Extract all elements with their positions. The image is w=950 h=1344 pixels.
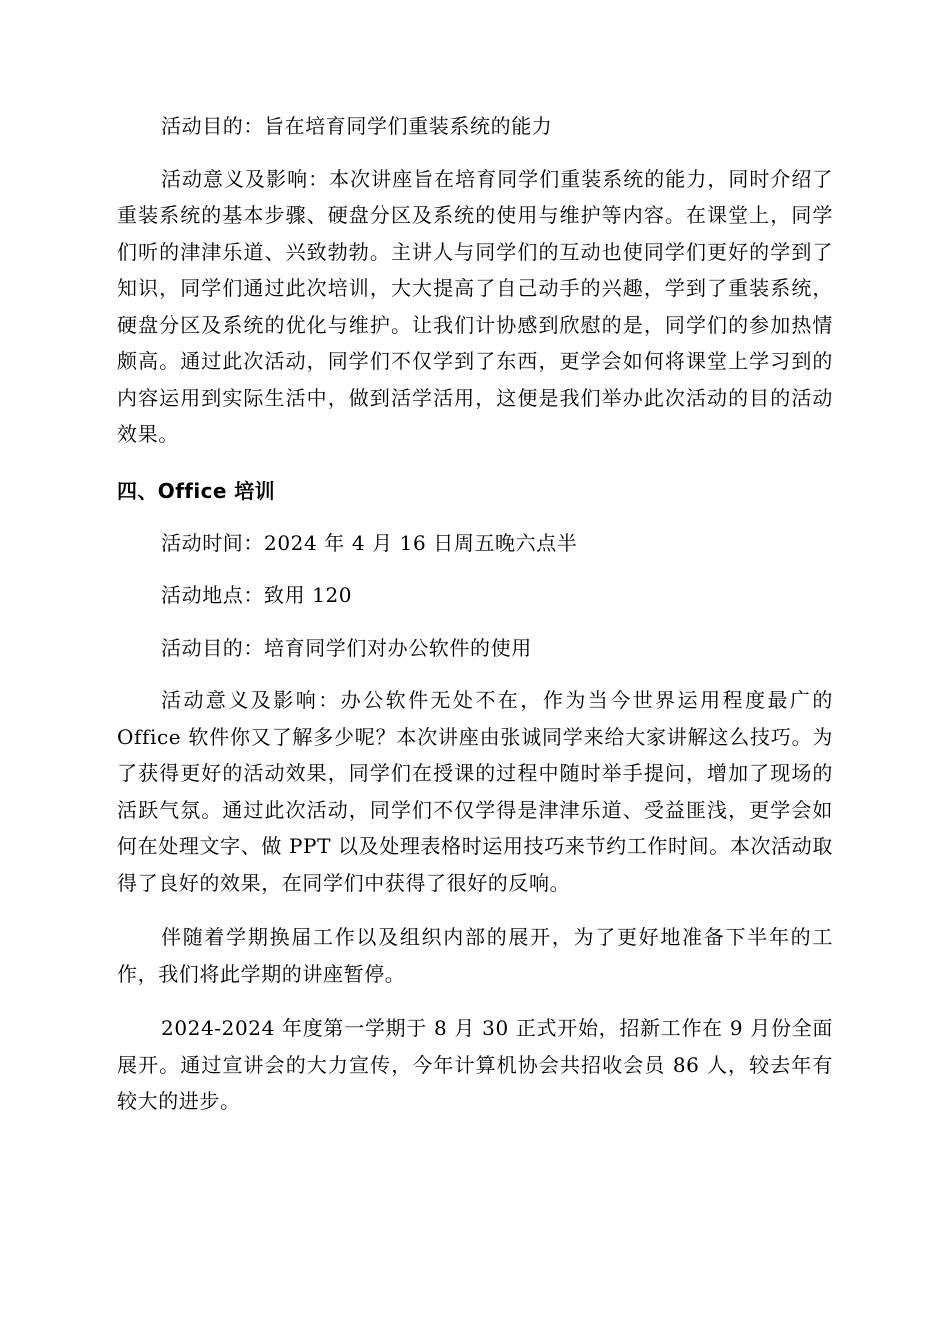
activity-significance-paragraph: 活动意义及影响：本次讲座旨在培育同学们重装系统的能力，同时介绍了重装系统的基本步骤、硬盘分区及系统的使用与维护等内容。在课堂上，同学们听的津津乐道、兴致勃勃。主讲人与同学们的互动也使同学们更好的学到了知识，同学们通过此次培训，大大提高了自己动手的兴趣，学到了重装系统，硬盘分区及系统的优化与维护。让我们计协感到欣慰的是，同学们的参加热情颇高。通过此次活动，同学们不仅学到了东西，更学会如何将课堂上学习到的内容运用到实际生活中，做到活学活用，这便是我们举办此次活动的目的活动效果。	[117, 166, 833, 446]
office-purpose-paragraph: 活动目的：培育同学们对办公软件的使用	[161, 635, 532, 660]
recruitment-paragraph: 2024-2024 年度第一学期于 8 月 30 正式开始，招新工作在 9 月份全面展开。通过宣讲会的大力宣传，今年计算机协会共招收会员 86 人，较去年有较大的进步。	[117, 1016, 833, 1113]
lecture-pause-paragraph: 伴随着学期换届工作以及组织内部的展开，为了更好地准备下半年的工作，我们将此学期的讲座暂停。	[117, 925, 833, 986]
activity-purpose-paragraph: 活动目的：旨在培育同学们重装系统的能力	[161, 114, 553, 138]
document-page	[117, 108, 833, 1120]
activity-location-paragraph: 活动地点：致用 120	[161, 583, 353, 607]
section-heading-office-training: 四、Office 培训	[117, 478, 276, 503]
activity-time-paragraph: 活动时间：2024 年 4 月 16 日周五晚六点半	[161, 530, 578, 555]
office-significance-paragraph: 活动意义及影响：办公软件无处不在，作为当今世界运用程度最广的 Office 软件你又了解多少呢？本次讲座由张诚同学来给大家讲解这么技巧。为了获得更好的活动效果，同学们在授课的过程中随时举手提问，增加了现场的活跃气氛。通过此次活动，同学们不仅学得是津津乐道、受益匪浅，更学会如何在处理文字、做 PPT 以及处理表格时运用技巧来节约工作时间。本次活动取得了良好的效果，在同学们中获得了很好的反响。	[117, 688, 833, 895]
